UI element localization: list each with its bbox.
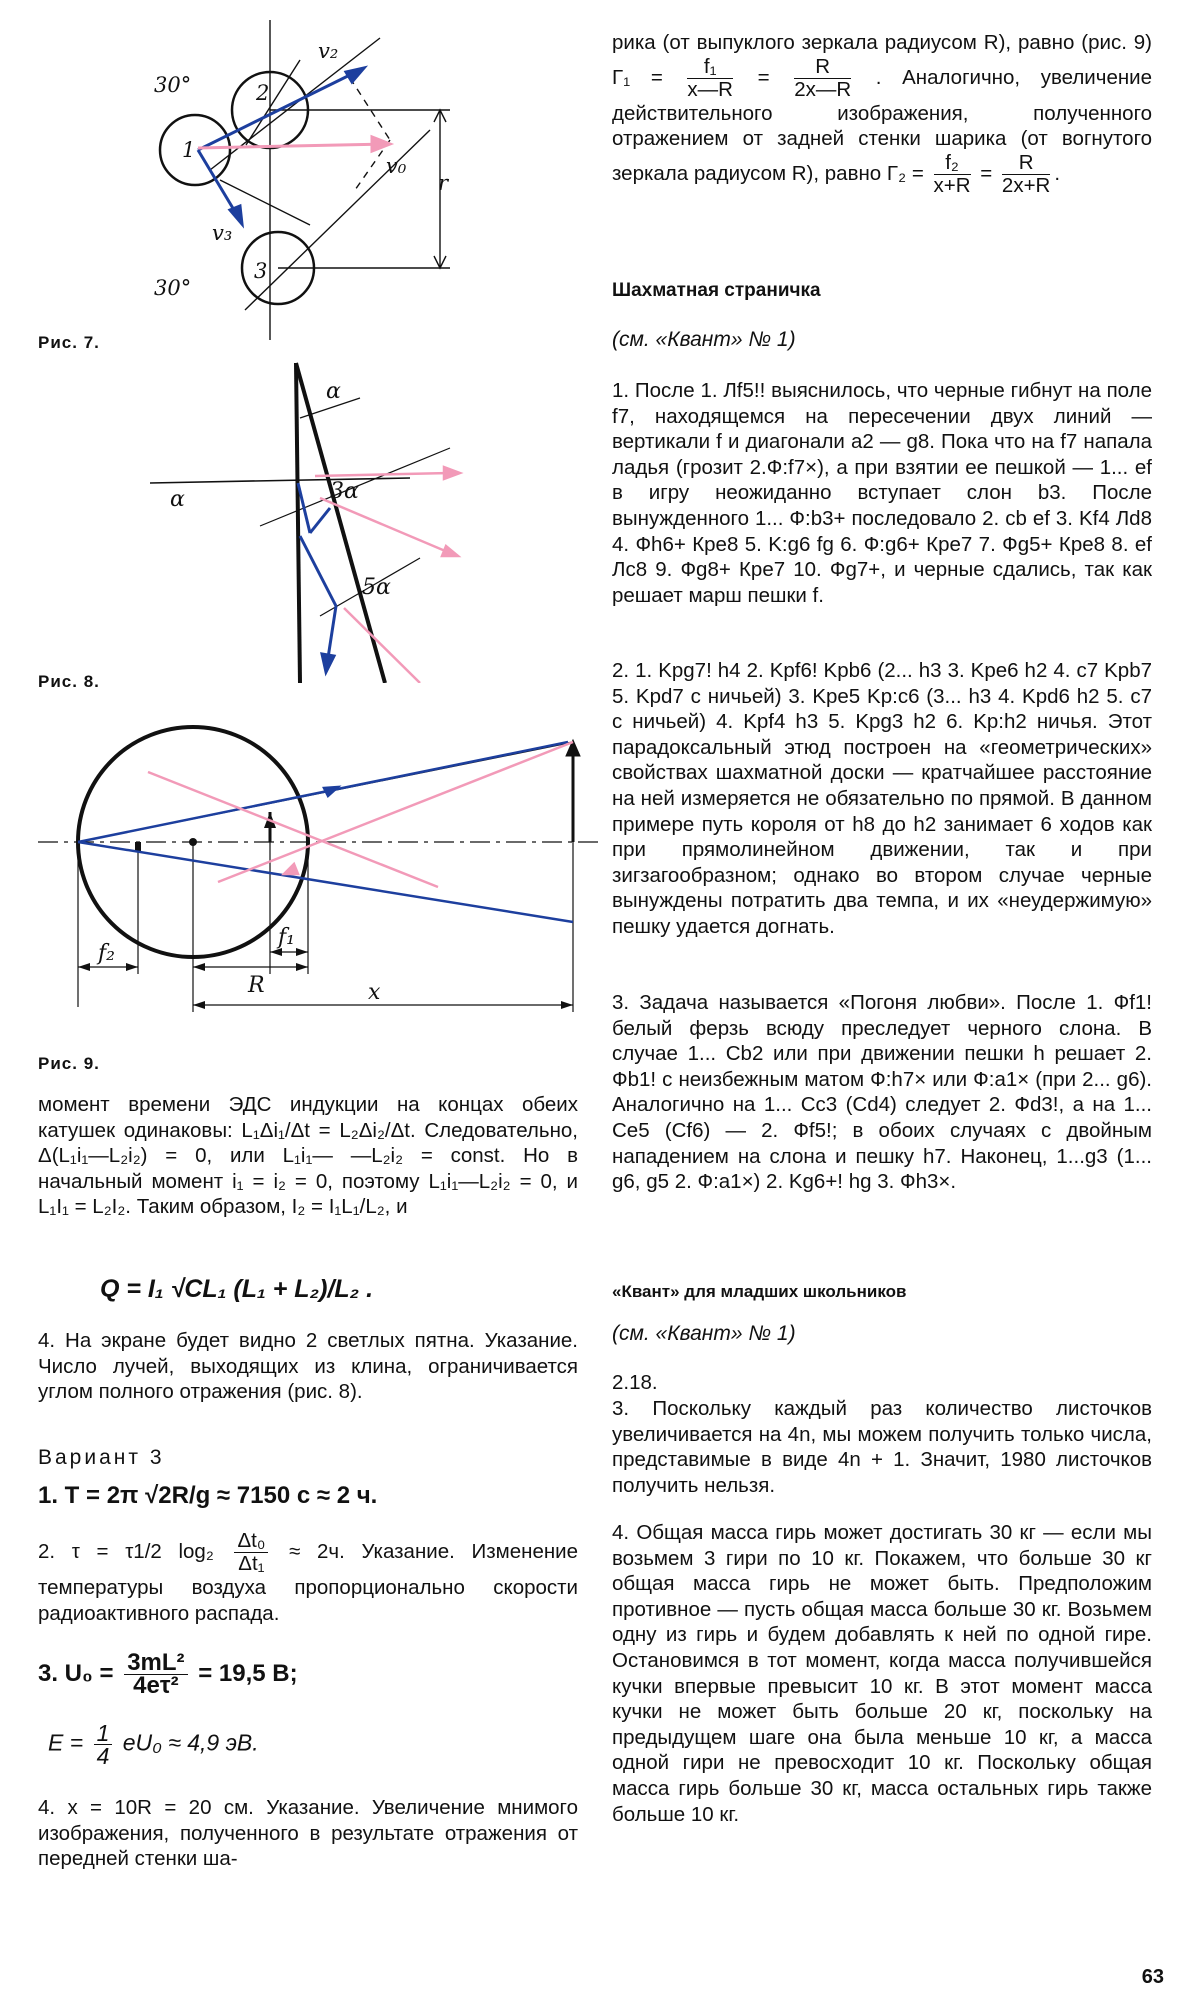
- subheading-chess: (см. «Квант» № 1): [612, 328, 796, 351]
- right-gamma-block: рика (от выпуклого зеркала радиусом R), равно (рис. 9) Γ₁ = $\frac{\text{f₁}}{x—R}$ = $\frac{R}{2x—R}$ . Аналогично, увеличение действительного изображения, полученного отражением от задней стенки шарика (от вогнутого зеркала радиусом R), равно Γ₂ = $\frac{\text{f₂}}{x+R}$ = $\frac{R}{2x+R}$ .: [612, 31, 1153, 197]
- equation-4-block: [48, 1722, 259, 1767]
- equation-q: Q = I₁ √CL₁ (L₁ + L₂)/L₂ .: [100, 1275, 374, 1303]
- g2-den2: 2x+R: [1001, 173, 1051, 197]
- fig7-label-v2: v₂: [318, 39, 339, 63]
- chess-paragraph-3: 3. Задача называется «Погоня любви». После 1. Фf1! белый ферзь всюду преследует черного слона. В случае 1... Cb2 или при движении пешки h решает 2. Фb1! с неизбежным матом Ф:h7× или Ф:a1× (при 2... g6). Аналогично на 1... Cc3 (Cd4) следует 2. Фd3!, а на 1... Ce5 (Cf6) — 2. Фf5!; в обоих случаях с двойным нападением на слона и пешку h7. Наконец, 1...g3 (1... g6, g5 2. Ф:a1×) 2. Kg6+! hg 3. Фh3×.: [612, 991, 1152, 1194]
- g1-den2: 2x—R: [794, 77, 852, 101]
- right-p1b: . Аналогично, увеличение действительного изображения, полученного отражением от задней стенки шарика (от вогнутого зеркала радиусом R), равно Γ₂ =: [612, 65, 1153, 185]
- fig9-label-f2: f₂: [98, 941, 115, 966]
- figure-9: [38, 712, 598, 1032]
- fig8-3alpha: 3α: [330, 479, 359, 504]
- eq3-postfix: = 19,5 В;: [198, 1659, 298, 1687]
- eq3-fraction: [124, 1649, 187, 1699]
- eq3-denominator: 4eτ²: [133, 1672, 179, 1699]
- equation-1: 1. T = 2π √2R/g ≈ 7150 с ≈ 2 ч.: [38, 1482, 378, 1509]
- subheading-kvant: (см. «Квант» № 1): [612, 1322, 796, 1345]
- fig7-label-v0: v₀: [386, 154, 407, 178]
- eq2-prefix: 2. τ = τ1/2 log₂: [38, 1539, 214, 1563]
- fig9-label-x: x: [368, 980, 381, 1005]
- g2-num1: f₂: [934, 152, 971, 175]
- left-paragraph-4: 4. На экране будет видно 2 светлых пятна. Указание. Число лучей, выходящих из клина, ограничивается углом полного отражения (рис. 8).: [38, 1329, 578, 1404]
- fig8-caption: Рис. 8.: [38, 672, 100, 691]
- right-p1a: рика (от выпуклого зеркала радиусом R), равно (рис. 9) Γ₁ =: [612, 31, 1152, 89]
- fig7-label-3: 3: [254, 259, 268, 283]
- fig7-label-v3: v₃: [212, 221, 233, 245]
- figure-8: [150, 358, 510, 683]
- fig9-label-R: R: [248, 973, 265, 998]
- eq2-numerator: Δt₀: [234, 1530, 268, 1553]
- gamma2-frac2: [1002, 152, 1050, 197]
- gamma2-frac1: [934, 152, 971, 197]
- g1-den1: x—R: [687, 77, 733, 101]
- chess-paragraph-2: 2. 1. Kpg7! h4 2. Kpf6! Kpb6 (2... h3 3. Kpe6 h2 4. c7 Kpb7 5. Kpd7 с ничьей) 3. Kpe5 Kp:c6 (3... h3 4. Kpd6 h2 5. c7 с ничьей) 4. Kpf4 h3 5. Kpg3 h2 6. Kp:h2 ничья. Этот парадоксальный этюд построен на «геометрических» свойствах шахматной доски — кратчайшее расстояние на ней измеряется не обязательно по прямой. В данном примере путь короля от h8 до h2 занимает 6 ходов как при прямолинейном движении, так и при зигзагообразном; однако во втором случае черные вынуждены потратить два темпа, и их «неудержимую» пешку удается догнать.: [612, 659, 1152, 938]
- fig7-label-2: 2: [256, 81, 270, 105]
- equation-3-block: [38, 1649, 298, 1699]
- left-paragraph-last: 4. x = 10R = 20 см. Указание. Увеличение мнимого изображения, полученного в результате отражения от передней стенки ша-: [38, 1796, 578, 1871]
- fig9-label-f1: f₁: [278, 925, 295, 950]
- fig8-alpha-left: α: [170, 487, 185, 512]
- page-number: 63: [1141, 1966, 1164, 1988]
- eq2-postfix: ≈ 2ч. Указание. Изменение температуры воздуха пропорционально скорости радиоактивного распада.: [38, 1539, 579, 1625]
- eq4-postfix: eU₀ ≈ 4,9 эВ.: [122, 1729, 259, 1756]
- heading-kvant: «Квант» для младших школьников: [612, 1282, 907, 1301]
- fig7-angle-bottom: 30°: [154, 276, 192, 300]
- eq4-numerator: 1: [94, 1722, 113, 1745]
- left-paragraph-1: момент времени ЭДС индукции на концах обеих катушек одинаковы: L₁Δi₁/Δt = L₂Δi₂/Δt. Следовательно, Δ(L₁i₁—L₂i₂) = 0, или L₁i₁— —L₂i₂ = const. Но в начальный момент i₁ = i₂ = 0, поэтому L₁i₁—L₂i₂ = 0, и L₁I₁ = L₂I₂. Таким образом, I₂ = I₁L₁/L₂, и: [38, 1093, 578, 1219]
- eq4-denominator: 4: [96, 1743, 110, 1769]
- eq4-prefix: E =: [48, 1729, 84, 1756]
- eq4-fraction: [94, 1722, 113, 1767]
- heading-chess: Шахматная страничка: [612, 280, 821, 301]
- fig7-caption: Рис. 7.: [38, 333, 100, 352]
- fig7-angle-top: 30°: [154, 73, 192, 97]
- kvant-answer-3: 3. Поскольку каждый раз количество листочков увеличивается на 4n, мы можем получить только числа, представимые в виде 4n + 1. Значит, 1980 листочков получить нельзя.: [612, 1397, 1152, 1497]
- fig9-caption: Рис. 9.: [38, 1054, 100, 1073]
- gamma1-frac1: [687, 56, 733, 101]
- eq3-prefix: 3. U₀ =: [38, 1659, 114, 1687]
- kvant-answer-2: 2.18.: [612, 1371, 658, 1394]
- equation-2-block: [38, 1530, 578, 1626]
- figure-7: [150, 20, 450, 340]
- kvant-answer-4: 4. Общая масса гирь может достигать 30 кг — если мы возьмем 3 гири по 10 кг. Покажем, что больше 30 кг общая масса гирь не может быть. Предположим противное — пусть общая масса больше 30 кг. Возьмем одну из гирь и будем добавлять к ней по одной гире. Остановимся в тот момент, когда масса получившейся кучки впервые превысит 10 кг. В этот момент масса кучки не может быть больше 20 кг, поскольку на предыдущем шаге она была меньше 10 кг, а масса одной гири не превосходит 10 кг. Поскольку общая масса гирь больше 30 кг, масса остальных гирь также больше 10 кг.: [612, 1521, 1152, 1826]
- eq2-denominator: Δt₁: [238, 1552, 265, 1575]
- chess-paragraph-1: 1. После 1. Лf5!! выяснилось, что черные гибнут на поле f7, находящемся на пересечении двух линий — вертикали f и диагонали a2 — g8. Пока что на f7 напала ладья (грозит 2.Ф:f7×), а при взятии ее пешкой — 1... ef в игру неожиданно вступает слон b3. После вынужденного 1... Ф:b3+ последовало 2. cb ef 3. Kf4 Лd8 4. Фh6+ Крe8 5. K:g6 fg 6. Ф:g6+ Крe7 7. Фg5+ Крe8 8. ef Лc8 9. Фg8+ Крe7 10. Фg7+, и черные сдались, так как решает марш пешки f.: [612, 379, 1152, 607]
- fig7-label-r: r: [437, 171, 448, 195]
- fig7-label-1: 1: [182, 138, 196, 162]
- eq3-numerator: 3mL²: [124, 1652, 187, 1675]
- g2-num2: R: [1002, 152, 1050, 175]
- fig8-5alpha: 5α: [362, 575, 391, 600]
- fig8-alpha-top: α: [326, 379, 341, 404]
- g2-den1: x+R: [933, 173, 971, 197]
- gamma1-frac2: [794, 56, 851, 101]
- variant-heading: Вариант 3: [38, 1446, 165, 1469]
- g1-num2: R: [794, 56, 851, 79]
- g1-num1: f₁: [687, 56, 733, 79]
- eq2-fraction: [234, 1530, 268, 1575]
